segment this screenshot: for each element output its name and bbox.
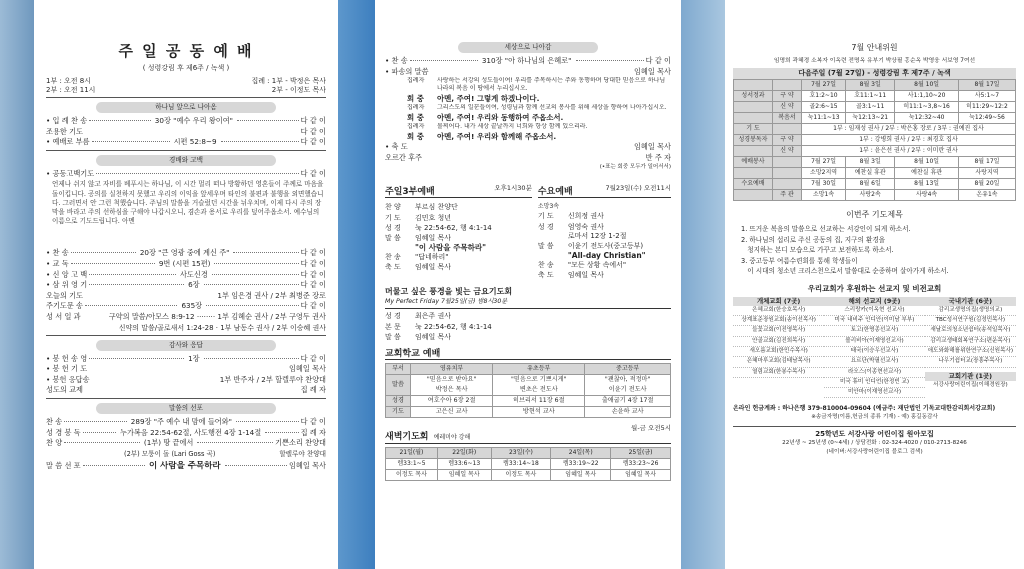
- mission-item: 은혜교회(한승호목사): [733, 306, 824, 316]
- program-line: 말 씀 임혜일 목사: [385, 233, 452, 242]
- mission-item: 들꽃교회(이진영목사): [733, 326, 824, 336]
- friday-sub: My Perfect Friday 7월25일(금) 밤8시30분: [385, 298, 508, 306]
- mission-item: 새오름교회(한민수목사): [733, 347, 824, 357]
- prayer-item: 3. 중고등부 여름수련회를 통해 학생들이: [741, 256, 858, 265]
- prayer-title: 이번주 기도제목: [846, 210, 903, 219]
- section-sermon: 말씀의 선포: [96, 403, 276, 414]
- section-worship: 경배와 고백: [96, 155, 276, 166]
- table-header: [734, 80, 1016, 91]
- daycare-title: 25학년도 서강사랑 어린이집 원아모집: [815, 430, 934, 439]
- offering-account: 온라인 헌금계좌 : 하나은행 379-810004-09604 (예금주: 재단법인 기독교대한감리회서강교회): [733, 405, 996, 413]
- liturgy-line: 집례자 볼찌어다. 내가 세상 끝날까지 너희와 항상 함께 있으리라.: [407, 123, 588, 131]
- order-row: • 교 독 9번 (시편 15편) 다 같 이: [46, 258, 326, 268]
- mission-item: 태국(이승우선교사): [824, 347, 924, 357]
- table-cell: 골2:6~15: [802, 102, 846, 113]
- order-row: • 봉헌 응답송 1부 반주자 / 2부 할렐루야 찬양대: [46, 374, 326, 384]
- mission-title: 우리교회가 후원하는 선교지 및 비전교회: [807, 283, 942, 293]
- table-cell: 1부 : 임재성 권사 / 2부 : 박은홍 장로 / 3부 : 권예진 집사: [802, 124, 1016, 135]
- header-cell: 24일(목): [551, 448, 611, 459]
- table-cell: 고은신 교사: [411, 407, 493, 418]
- table-header: [386, 448, 671, 459]
- table-cell: 예찬실 휴관: [895, 168, 959, 179]
- table-cell: [734, 102, 773, 113]
- header-cell: 7월 27일: [802, 80, 846, 91]
- table-cell: 말씀: [386, 375, 411, 396]
- table-cell: [734, 190, 773, 201]
- mission-item: 요르단(박필선교사): [824, 357, 924, 367]
- table-cell: 히11:29~12:2: [958, 102, 1015, 113]
- header-cell: 부서: [386, 364, 411, 375]
- table-cell: 렘33:14~18: [491, 459, 551, 470]
- table-cell: [734, 146, 773, 157]
- program-line: 성 경 엄영숙 권사: [537, 222, 604, 231]
- header-cell: 영유치부: [411, 364, 493, 375]
- order-row: 오르간 후주 반 주 자: [385, 152, 671, 162]
- bulletin-page-2: [375, 0, 681, 569]
- wednesday-host: 소망3속: [537, 203, 560, 211]
- header-cell: 25일(금): [611, 448, 671, 459]
- table-cell: 소망1속: [802, 190, 846, 201]
- header-cell: 22일(화): [437, 448, 491, 459]
- table-row: [386, 375, 671, 396]
- program-line: 본 문 눅 22:54-62, 행 4:1-14: [385, 322, 492, 331]
- section-approach: 하나님 앞으로 나아옴: [96, 102, 276, 113]
- mission-column-header: 교회기관 (1곳): [925, 372, 1016, 381]
- program-line: 성 경 최은주 권사: [385, 312, 452, 321]
- service-3-time: 오후1시30분: [494, 184, 532, 193]
- table-cell: 8월 20일: [958, 179, 1015, 190]
- table-row: [734, 190, 1016, 201]
- table-cell: 눅12:49~56: [958, 113, 1015, 124]
- mission-item: 미안마(이재영선교사): [824, 388, 924, 398]
- mission-column-header: 개체교회 (7곳): [733, 297, 824, 306]
- table-cell: 사5:1~7: [958, 91, 1015, 102]
- order-row: 성 경 봉 독 누가복음 22:54-62절, 사도행전 4장 1-14절 집 례 자: [46, 427, 326, 437]
- header-cell: [773, 80, 802, 91]
- table-cell: 호11:1~11: [846, 91, 895, 102]
- header-cell: 8월 10일: [895, 80, 959, 91]
- table-cell: 수요예배: [734, 179, 773, 190]
- sermon-row: 말 씀 선 포 이 사람을 주목하라 임혜일 목사: [46, 460, 326, 471]
- usher-title: 7월 안내위원: [851, 43, 898, 52]
- table-row: [734, 102, 1016, 113]
- order-row: 성 서 일 과 구약의 말씀/아모스 8:9-12 ········ 1부 김혜순 권사 / 2부 구영두 권사: [46, 311, 326, 321]
- order-row: • 신 앙 고 백 사도신경 다 같 이: [46, 269, 326, 279]
- choir-2: (2부) 모퉁이 돌 (Lari Goss 곡) 할렐루야 찬양대: [124, 449, 326, 458]
- prayer-item: 1. 뜨거운 복음의 말씀으로 선교하는 서강인이 되게 하소서.: [741, 225, 911, 233]
- liturgy-line: 회 중 아멘, 주여! 우리와 함께해 주옵소서.: [407, 132, 557, 142]
- mission-item: 미국 휴미 인디언(한정빈 교): [824, 378, 924, 388]
- table-row: [386, 407, 671, 418]
- table-row: [386, 396, 671, 407]
- mission-item: 서강사랑어린이집(이해경원장): [933, 381, 1008, 388]
- program-line: 말 씀 이윤기 전도사(중고등부): [537, 241, 644, 250]
- bulletin-page-1: [34, 0, 338, 569]
- table-row: [386, 470, 671, 481]
- service-3-title: 주일3부예배: [385, 187, 435, 198]
- standing-note: (•표는 회중 모두가 일어서서): [599, 164, 671, 171]
- left-stripe: [0, 0, 34, 569]
- table-cell: 눅12:13~21: [846, 113, 895, 124]
- wednesday-time: 7월23일(수) 오전11시: [605, 184, 671, 193]
- order-row: • 찬 송 20장 "큰 영광 중에 계신 주" 다 같 이: [46, 248, 326, 258]
- mission-item: 안골교회(김진희목사): [733, 337, 824, 347]
- wednesday-sermon: "All-day Christian": [567, 250, 646, 260]
- program-line: 찬 양 부르심 찬양단: [385, 203, 458, 212]
- table-row: [734, 146, 1016, 157]
- middle-stripe-left: [338, 0, 375, 569]
- table-cell: 기도: [386, 407, 411, 418]
- mission-column-header: 해외 선교지 (9곳): [824, 297, 924, 306]
- table-row: [734, 135, 1016, 146]
- table-cell: 렘33:1~5: [386, 459, 438, 470]
- table-cell: 8월 6일: [846, 179, 895, 190]
- table-row: [734, 124, 1016, 135]
- table-cell: [773, 179, 802, 190]
- table-cell: 임혜일 목사: [551, 470, 611, 481]
- order-row: • 예배로 부름 시편 52:8~9 다 같 이: [46, 137, 326, 147]
- table-cell: 사랑2속: [846, 190, 895, 201]
- service-3-sermon: "이 사람을 주목하라": [415, 243, 486, 253]
- program-line: 찬 송 "답네하리": [385, 253, 449, 262]
- header-cell: 8월 3일: [846, 80, 895, 91]
- table-cell: 렘33:6~13: [437, 459, 491, 470]
- table-cell: 이정도 목사: [386, 470, 438, 481]
- table-cell: 렘33:23~26: [611, 459, 671, 470]
- table-cell: 8월 10일: [895, 157, 959, 168]
- table-cell: 출애굽기 4장 17절: [585, 396, 671, 407]
- table-cell: 성경봉독자: [734, 135, 773, 146]
- table-cell: 예찬실 휴관: [846, 168, 895, 179]
- header-cell: 23일(수): [491, 448, 551, 459]
- table-cell: 8월 17일: [958, 157, 1015, 168]
- mission-grid: [733, 297, 1016, 399]
- order-row: 오늘의 기도 1부 임은경 권사 / 2부 최병준 장로: [46, 290, 326, 300]
- wednesday-ref: 로마서 12장 1-2절: [567, 231, 627, 240]
- header-cell: 21일(월): [386, 448, 438, 459]
- table-cell: 신 약: [773, 102, 802, 113]
- dawn-time: 월-금 오전5시: [631, 424, 671, 432]
- table-cell: 복음서: [773, 113, 802, 124]
- header-cell: 유초등부: [493, 364, 585, 375]
- table-cell: "믿음으로 기쁘시게" 변초은 전도사: [493, 375, 585, 396]
- table-row: [734, 168, 1016, 179]
- order-row: • 봉 헌 기 도 임혜일 목사: [46, 364, 326, 374]
- table-row: [386, 459, 671, 470]
- table-cell: 렘33:19~22: [551, 459, 611, 470]
- mission-item: 스리랑카(이옥현 선교사): [824, 306, 924, 316]
- order-row: • 파송의 말씀 임혜일 목사: [385, 66, 671, 76]
- order-row: • 공동고백기도 다 같 이: [46, 168, 326, 178]
- epistle-reading: 신약의 말씀/골로새서 1:24-28 · 1부 남동수 권사 / 2부 이승혜 권사: [118, 323, 326, 332]
- wednesday-title: 수요예배: [537, 187, 573, 198]
- table-cell: 호1:2~10: [802, 91, 846, 102]
- liturgy-line: 집례자 사랑하는 서강의 성도들이여! 우리를 주목하시는 주와 동행하며 당대한 믿음으로 하나님 나라의 복음 이 땅에서 누리십시오.: [407, 77, 666, 93]
- friday-title: 머물고 싶은 풍경을 빛는 금요기도회: [385, 287, 513, 297]
- dawn-sub: 예레미야 강해: [433, 434, 471, 441]
- table-cell: 8월 3일: [846, 157, 895, 168]
- table-row: [734, 179, 1016, 190]
- next-sunday: 다음주일 (7월 27일) - 성령강림 후 제7주 / 녹색: [733, 68, 1016, 79]
- liturgy-line: 회 중 아멘, 주여! 우리와 동행하여 주옵소서.: [407, 113, 564, 123]
- header-cell: [734, 80, 773, 91]
- order-row: 주기도문 송 635장 다 같 이: [46, 301, 326, 311]
- program-line: 축 도 임혜일 목사: [385, 263, 452, 272]
- bulletin-page-3: [725, 0, 1024, 569]
- table-cell: 성서정과: [734, 91, 773, 102]
- table-header: [386, 364, 671, 375]
- section-sending: 세상으로 나아감: [458, 42, 598, 53]
- table-cell: 1부 : 강병희 권사 / 2부 : 최경호 집사: [802, 135, 1016, 146]
- table-row: [734, 113, 1016, 124]
- table-cell: 소망2지역: [802, 168, 846, 179]
- table-cell: 이정도 목사: [491, 470, 551, 481]
- usher-list: 임명희 곽혜경 소복자 이옥련 전명옥 유부기 박상필 홍순옥 박영웅 서보영 7여선: [773, 58, 976, 64]
- table-cell: 구 약: [773, 135, 802, 146]
- table-cell: 히11:1~3,8~16: [895, 102, 959, 113]
- table-cell: [773, 157, 802, 168]
- order-row: 성도의 교제 집 례 자: [46, 385, 326, 395]
- table-cell: "괜찮아, 적정마" 이윤기 전도사: [585, 375, 671, 396]
- service-times: 1부 : 오전 8시 2부 : 오전 11시 집례 : 1부 - 박정은 목사 2부 - 이정도 목사: [46, 77, 326, 94]
- mission-item: 나우기쉼터교(장흥주목사): [925, 357, 1016, 367]
- mission-column-header: 국내기관 (6곳): [925, 297, 1016, 306]
- table-cell: 성경: [386, 396, 411, 407]
- service-subtitle: ( 성령강림 후 제6주 / 녹색 ): [142, 64, 230, 72]
- table-cell: 구 약: [773, 91, 802, 102]
- school-table: [385, 363, 671, 418]
- table-cell: 눅11:1~13: [802, 113, 846, 124]
- program-line: 축 도 임혜일 목사: [537, 271, 604, 280]
- table-cell: 사랑4속: [895, 190, 959, 201]
- order-row: • 축 도 임혜일 목사: [385, 142, 671, 152]
- dawn-title: 새벽기도회: [385, 432, 429, 442]
- order-row: 찬 양 (1부) 땅 끝에서 기쁜소리 찬양대: [46, 438, 326, 448]
- dawn-table: [385, 447, 671, 481]
- offering-note: ※송금자명(이름,헌금의 종류 기재) - 예) 홍길동감사: [811, 414, 938, 421]
- table-cell: 여호수아 6장 2절: [411, 396, 493, 407]
- mission-item: 열림교회(한봉수목사): [733, 368, 824, 378]
- section-response: 감사와 응답: [96, 340, 276, 351]
- mission-item: 볼리비아(이재영선교사): [824, 337, 924, 347]
- mission-item: 토고(한명종선교사): [824, 326, 924, 336]
- table-cell: 기 도: [734, 124, 773, 135]
- mission-item: 감리교생태회복연구소(편운목사): [925, 337, 1016, 347]
- table-cell: 임혜일 목사: [611, 470, 671, 481]
- table-cell: 1부 : 윤은선 권사 / 2부 : 이미란 권사: [802, 146, 1016, 157]
- school-title: 교회학교 예배: [385, 349, 441, 359]
- liturgy-line: 집례자 그리스도의 일꾼들이여, 성령님과 함께 선교의 봉사를 위해 세상을 향하여 나아가십시오.: [407, 104, 667, 112]
- liturgy-line: 회 중 아멘, 주여! 그렇게 하겠나이다.: [407, 94, 540, 104]
- mission-item: 새날로의청소년쉼터(송석일목사): [925, 326, 1016, 336]
- service-title: 주 일 공 동 예 배: [118, 42, 254, 60]
- order-row: 찬 송 289장 "주 예수 내 맘에 들어와" 다 같 이: [46, 416, 326, 426]
- mission-item: 감리교생명의집(생명의교): [925, 306, 1016, 316]
- header-cell: 중고등부: [585, 364, 671, 375]
- order-row: 조용한 기도 다 같 이: [46, 126, 326, 136]
- table-cell: 방현석 교사: [493, 407, 585, 418]
- table-cell: 히브리서 11장 6절: [493, 396, 585, 407]
- table-cell: [773, 168, 802, 179]
- table-cell: 사랑지역: [958, 168, 1015, 179]
- order-row: • 입 례 찬 송 30장 "예수 우리 왕이여" 다 같 이: [46, 116, 326, 125]
- table-cell: 7월 30일: [802, 179, 846, 190]
- mission-item: 라오스(이종현선교사): [824, 368, 924, 378]
- mission-item: 상계표준장원교회(송이선목사): [733, 316, 824, 326]
- program-line: 기 도 신희정 권사: [537, 212, 604, 221]
- prayer-item: 청지하는 본디 모습으로 가꾸고 보전하도록 하소서.: [741, 246, 894, 254]
- header-cell: 8월 17일: [958, 80, 1015, 91]
- program-line: 성 경 눅 22:54-62, 행 4:1-14: [385, 223, 492, 232]
- mission-item: TBC성서연구원(김정민목사): [925, 316, 1016, 326]
- mission-item: 미국 내비주 인디안(이미남 부부): [824, 316, 924, 326]
- program-line: 찬 송 "모든 상황 속에서": [537, 260, 627, 269]
- mission-item: 애도와화해를위한연구소(신원목사): [925, 347, 1016, 357]
- table-cell: 골3:1~11: [846, 102, 895, 113]
- schedule-table: [733, 79, 1016, 201]
- program-line: 기 도 김민호 청년: [385, 213, 452, 222]
- table-cell: 주 관: [773, 190, 802, 201]
- prayer-item: 이 시대의 청소년 크리스천으로서 말씀대로 순종하며 살아가게 하소서.: [741, 267, 949, 275]
- daycare-blog: (네이버:서강사랑어린이집 블로그 검색): [826, 449, 923, 456]
- table-cell: 신 약: [773, 146, 802, 157]
- table-cell: [734, 113, 773, 124]
- table-cell: 온유1속: [958, 190, 1015, 201]
- confession-prayer: 언제나 쉬지 않고 자비를 베푸시는 하나님, 이 시간 멀리 떠나 방황하던 영혼들이 주께로 마음을 돌이킵니다. 공의를 실천하지 못했고 우리의 이익을 앞세우며 타인의 불편과 불행을 외면했습니다. 그러면서 안 그런 척했습니다. 주님의 말씀을 거슬렀던 시간을 뉘우치며, 이제 다시 주의 장막을 바라고 주의 선하심을 구해야 나갑시오니, 겸손과 용서로 우리를 덮어주옵소서. 예수님의 이름으로 기도드립니다. 아멘: [52, 180, 324, 226]
- table-cell: 사1:1,10~20: [895, 91, 959, 102]
- daycare-contact: 22년생 ~ 25년생 (0~4세) / 상담전화 : 02-324-4020 / 010-2713-8246: [782, 440, 967, 447]
- table-row: [734, 91, 1016, 102]
- order-row: • 삼 위 영 기 6장 다 같 이: [46, 280, 326, 290]
- program-line: 말 씀 임혜일 목사: [385, 332, 452, 341]
- order-row: • 찬 송 310장 "아 하나님의 은혜로" 다 같 이: [385, 56, 671, 65]
- table-cell: 7월 27일: [802, 157, 846, 168]
- prayer-item: 2. 하나님의 섭리로 주신 공동의 집, 지구의 환경을: [741, 235, 886, 244]
- table-cell: 예배봉사: [734, 157, 773, 168]
- order-row: • 봉 헌 송 영 1장 다 같 이: [46, 353, 326, 363]
- table-cell: 손윤하 교사: [585, 407, 671, 418]
- table-cell: [734, 168, 773, 179]
- middle-stripe-right: [681, 0, 725, 569]
- table-cell: 눅12:32~40: [895, 113, 959, 124]
- table-cell: 8월 13일: [895, 179, 959, 190]
- table-cell: [773, 124, 802, 135]
- mission-item: 은혜마루교회(김태남목사): [733, 357, 824, 367]
- daycare-notice: [733, 426, 1016, 457]
- table-cell: 임혜일 목사: [437, 470, 491, 481]
- table-row: [734, 157, 1016, 168]
- table-cell: "믿음으로 받아요" 박정은 목사: [411, 375, 493, 396]
